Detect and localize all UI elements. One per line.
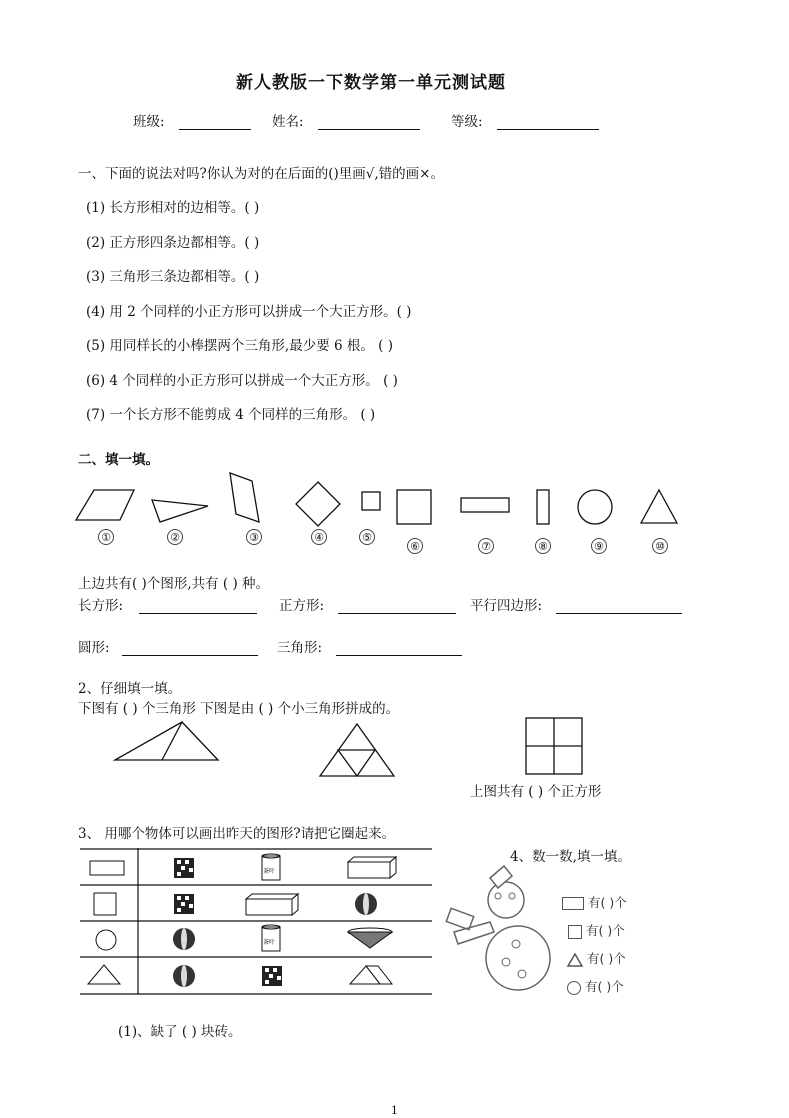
count-row-circle: 有( )个 (567, 977, 624, 995)
rectangle-icon (562, 897, 584, 910)
tea-can-label-2: 茶叶 (263, 939, 276, 946)
snowman-hat (490, 866, 512, 888)
shape-label-9: ⑨ (591, 538, 607, 554)
shape-label-8: ⑧ (535, 538, 551, 554)
shape-label-4: ④ (311, 529, 327, 545)
shape-label-1: ① (98, 529, 114, 545)
shape-label-2: ② (167, 529, 183, 545)
shape-circle (578, 490, 612, 524)
para-blank[interactable] (556, 599, 682, 614)
rect-label: 长方形: (78, 598, 124, 614)
target-square (94, 893, 116, 915)
section1-item-5: (5) 用同样长的小棒摆两个三角形,最少要 6 根。 ( ) (86, 338, 393, 354)
tea-can-2 (262, 925, 280, 951)
tri-blank[interactable] (336, 641, 462, 656)
section1-item-2: (2) 正方形四条边都相等。( ) (86, 235, 260, 251)
page-number: 1 (391, 1104, 398, 1117)
para-field (470, 594, 682, 614)
tri-field (277, 636, 462, 656)
prism-1 (350, 966, 392, 984)
target-triangle (88, 965, 120, 984)
section3-heading: 3、 用哪个物体可以画出昨天的图形?请把它圈起来。 (78, 826, 396, 842)
snowman-scarf (454, 922, 494, 944)
grade-blank[interactable] (497, 115, 599, 130)
target-rectangle (90, 861, 124, 875)
class-field (133, 110, 251, 130)
shape-count-line: 上边共有( )个图形,共有 ( ) 种。 (78, 576, 270, 592)
tri-label: 三角形: (277, 640, 323, 656)
count-row-rectangle: 有( )个 (562, 893, 627, 911)
shape-triangle (641, 490, 677, 523)
section1-item-3: (3) 三角形三条边都相等。( ) (86, 269, 260, 285)
class-blank[interactable] (179, 115, 251, 130)
object-table (80, 848, 440, 998)
rect-blank[interactable] (139, 599, 257, 614)
section4-heading: 4、数一数,填一填。 (510, 849, 631, 865)
ball-2 (173, 928, 195, 950)
shape-label-10: ⑩ (652, 538, 668, 554)
shape-label-7: ⑦ (478, 538, 494, 554)
snowman-head (488, 882, 524, 918)
para-label: 平行四边形: (470, 598, 543, 614)
snowman-body (486, 926, 550, 990)
class-label: 班级: (133, 114, 165, 130)
shape-label-6: ⑥ (407, 538, 423, 554)
shape-large-square (397, 490, 431, 524)
missing-bricks-question: (1)、缺了 ( ) 块砖。 (118, 1024, 242, 1040)
circle-icon (567, 981, 581, 995)
cube-3 (262, 966, 282, 986)
four-square-grid (526, 718, 582, 774)
section2-heading: 二、填一填。 (78, 452, 159, 468)
shape-thin-rectangle (537, 490, 549, 524)
name-label: 姓名: (272, 114, 304, 130)
rect-field (78, 594, 257, 614)
square-label: 正方形: (279, 598, 325, 614)
shape-parallelogram (76, 490, 134, 520)
section2-2-text: 下图有 ( ) 个三角形 下图是由 ( ) 个小三角形拼成的。 (78, 701, 400, 717)
cube-1 (174, 858, 194, 878)
box-1 (348, 857, 396, 878)
count-row-square: 有( )个 (568, 921, 625, 939)
name-blank[interactable] (318, 115, 420, 130)
circle-field (78, 636, 258, 656)
grade-field (451, 110, 599, 130)
shape-flat-rectangle (461, 498, 509, 512)
shape-label-3: ③ (246, 529, 262, 545)
tea-can-label-1: 茶叶 (263, 868, 276, 875)
section1-item-4: (4) 用 2 个同样的小正方形可以拼成一个大正方形。( ) (86, 304, 412, 320)
section1-heading: 一、下面的说法对吗?你认为对的在后面的()里画√,错的画×。 (78, 166, 444, 182)
target-circle (96, 930, 116, 950)
shape-small-square (362, 492, 380, 510)
cone-1 (348, 928, 392, 948)
square-icon (568, 925, 582, 939)
four-triangle-figure (320, 724, 394, 776)
shape-label-5: ⑤ (359, 529, 375, 545)
grade-label: 等级: (451, 114, 483, 130)
triangle-icon (567, 953, 583, 967)
count-row-triangle: 有( )个 (567, 949, 626, 967)
square-blank[interactable] (338, 599, 456, 614)
section1-item-6: (6) 4 个同样的小正方形可以拼成一个大正方形。 ( ) (86, 373, 398, 389)
shape-slanted-quad (230, 473, 259, 522)
shape-triangle-obtuse (152, 500, 208, 522)
box-2 (246, 894, 298, 915)
square-field (279, 594, 456, 614)
name-field (272, 110, 420, 130)
circle-blank[interactable] (122, 641, 258, 656)
ball-3 (173, 965, 195, 987)
circle-label: 圆形: (78, 640, 110, 656)
square-count-caption: 上图共有 ( ) 个正方形 (470, 784, 602, 800)
section1-item-1: (1) 长方形相对的边相等。( ) (86, 200, 260, 216)
section1-item-7: (7) 一个长方形不能剪成 4 个同样的三角形。 ( ) (86, 407, 376, 423)
cube-2 (174, 894, 194, 914)
split-triangle (115, 722, 218, 760)
page-title: 新人教版一下数学第一单元测试题 (236, 73, 506, 93)
ball-1 (355, 893, 377, 915)
tea-can-1 (262, 854, 280, 880)
shape-diamond (296, 482, 340, 526)
snowman-figure (446, 860, 566, 1000)
section2-2-heading: 2、仔细填一填。 (78, 681, 182, 697)
